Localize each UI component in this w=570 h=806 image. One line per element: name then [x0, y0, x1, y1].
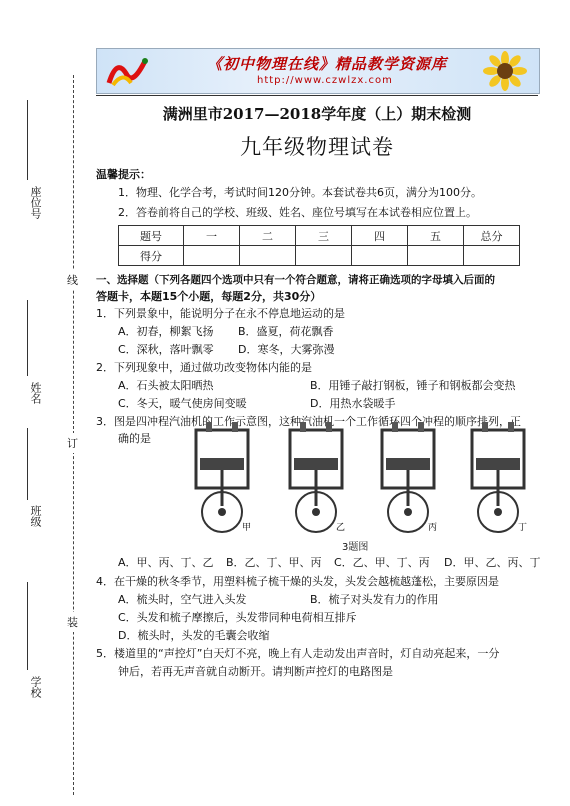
score-cell[interactable] — [184, 246, 240, 266]
score-table — [118, 225, 520, 266]
option-d: D．寒冬，大雾弥漫 — [238, 343, 335, 356]
question-stem: 5．楼道里的“声控灯”白天灯不亮，晚上有人走动发出声音时，灯自动亮起来，一分 — [96, 647, 500, 660]
option-d: D．用热水袋暖手 — [310, 397, 396, 410]
seat-blank — [27, 100, 28, 180]
score-row-label: 得分 — [119, 246, 184, 266]
score-table-header: 一 — [184, 226, 240, 246]
option-c: C．乙、甲、丁、丙 — [334, 556, 430, 569]
class-label: 班级 — [29, 505, 42, 527]
engine-stroke-diagram — [186, 420, 538, 538]
binding-char-ding: 订 — [67, 433, 78, 453]
score-table-header-row — [119, 226, 520, 246]
diagram-label-jia: 甲 — [242, 523, 252, 533]
class-blank — [27, 428, 28, 500]
option-b: B．梳子对头发有力的作用 — [310, 593, 439, 606]
banner-url: http://www.czwlzx.com — [257, 75, 393, 86]
score-table-header: 题号 — [119, 226, 184, 246]
question-stem: 2．下列现象中，通过做功改变物体内能的是 — [96, 361, 312, 374]
option-c: C．冬天，暖气使房间变暖 — [118, 397, 247, 410]
option-c: C．深秋，落叶飘零 — [118, 343, 214, 356]
tip-item: 2．答卷前将自己的学校、班级、姓名、座位号填写在本试卷相应位置上。 — [118, 206, 477, 219]
question-stem-cont: 钟后，若再无声音就自动断开。请判断声控灯的电路图是 — [118, 665, 393, 678]
score-cell[interactable] — [296, 246, 352, 266]
seat-label: 座位号 — [29, 186, 42, 219]
diagram-label-yi: 乙 — [336, 523, 346, 533]
binding-char-zhuang: 装 — [67, 612, 78, 632]
binding-char-line: 线 — [67, 270, 78, 290]
exam-subtitle: 九年级物理试卷 — [240, 135, 394, 159]
score-table-header: 二 — [240, 226, 296, 246]
section-heading-cont: 答题卡，本题15个小题，每题2分，共30分） — [96, 290, 322, 303]
score-table-header: 三 — [296, 226, 352, 246]
score-table-header: 总分 — [464, 226, 520, 246]
exam-title: 满洲里市2017—2018学年度（上）期末检测 — [162, 105, 472, 123]
logo-icon — [103, 53, 153, 89]
header-banner — [96, 48, 540, 94]
option-d: D．梳头时，头发的毛囊会收缩 — [118, 629, 270, 642]
diagram-label-ding: 丁 — [518, 523, 528, 533]
option-a: A．梳头时，空气进入头发 — [118, 593, 247, 606]
tip-item: 1．物理、化学合考，考试时间120分钟。本套试卷共6页，满分为100分。 — [118, 186, 482, 199]
score-cell[interactable] — [352, 246, 408, 266]
option-d: D．甲、乙、丙、丁 — [444, 556, 541, 569]
name-blank — [27, 300, 28, 376]
score-table-header: 四 — [352, 226, 408, 246]
option-b: B．盛夏，荷花飘香 — [238, 325, 334, 338]
header-rule — [96, 95, 538, 96]
tips-heading: 温馨提示： — [96, 168, 151, 181]
name-label: 姓名 — [29, 382, 42, 404]
score-cell[interactable] — [464, 246, 520, 266]
score-table-row — [119, 246, 520, 266]
sunflower-icon — [477, 51, 533, 91]
question-stem: 1．下列景象中，能说明分子在永不停息地运动的是 — [96, 307, 345, 320]
score-cell[interactable] — [240, 246, 296, 266]
question-stem: 3．图是四冲程汽油机的工作示意图，这种汽油机一个工作循环四个冲程的顺序排列，正 — [96, 415, 521, 428]
school-blank — [27, 582, 28, 670]
option-a: A．石头被太阳晒热 — [118, 379, 214, 392]
question-stem: 4．在干燥的秋冬季节，用塑料梳子梳干燥的头发，头发会越梳越蓬松，主要原因是 — [96, 575, 499, 588]
section-heading: 一、选择题（下列各题四个选项中只有一个符合题意，请将正确选项的字母填入后面的 — [96, 274, 495, 286]
option-a: A．初春，柳絮飞扬 — [118, 325, 214, 338]
figure-caption: 3题图 — [342, 542, 369, 553]
option-b: B．用锤子敲打钢板，锤子和钢板都会变热 — [310, 379, 516, 392]
score-table-header: 五 — [408, 226, 464, 246]
question-stem-cont: 确的是 — [118, 432, 151, 445]
option-b: B．乙、丁、甲、丙 — [226, 556, 322, 569]
score-cell[interactable] — [408, 246, 464, 266]
option-c: C．头发和梳子摩擦后，头发带同种电荷相互排斥 — [118, 611, 357, 624]
banner-title: 《初中物理在线》精品教学资源库 — [207, 55, 448, 73]
option-a: A．甲、丙、丁、乙 — [118, 556, 214, 569]
diagram-label-bing: 丙 — [428, 523, 438, 533]
school-label: 学校 — [29, 676, 42, 698]
